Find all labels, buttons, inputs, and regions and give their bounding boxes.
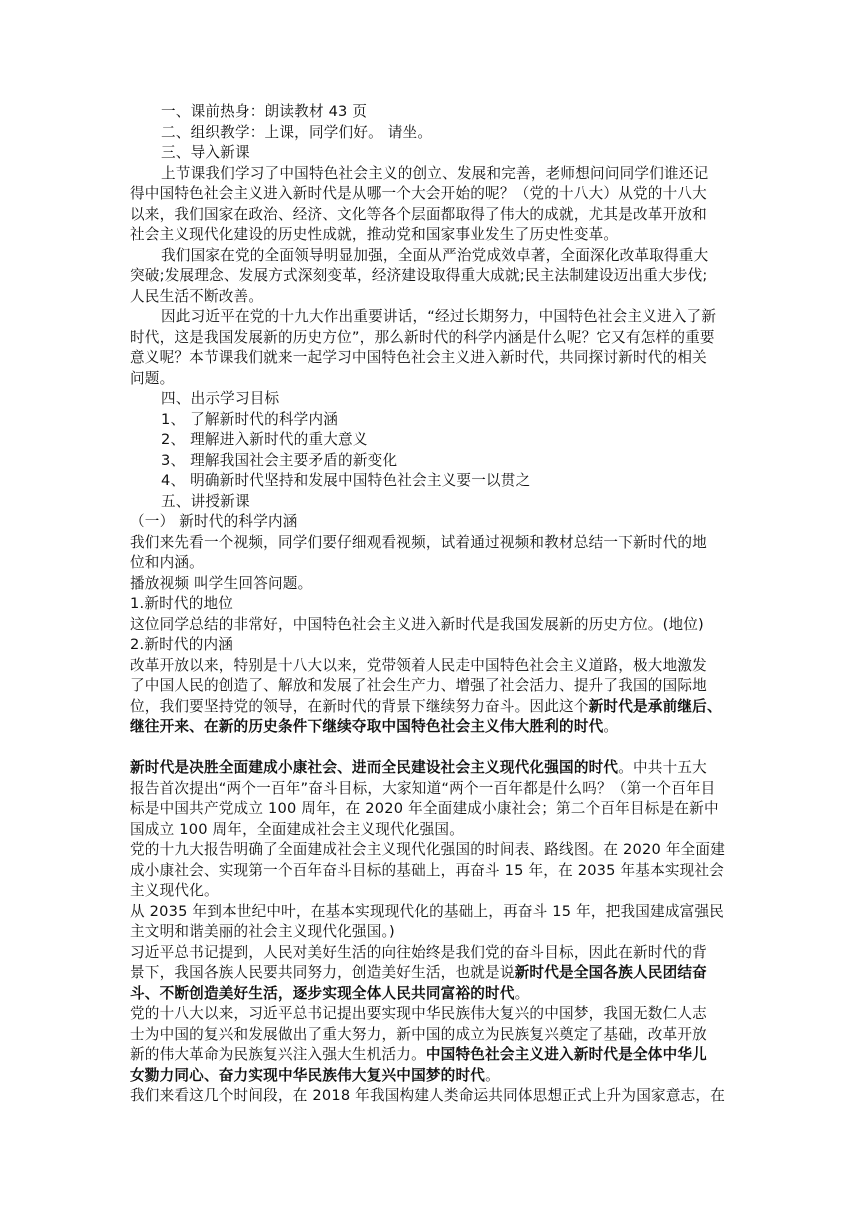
text-run: （一） 新时代的科学内涵: [130, 513, 298, 530]
bold-text-run: 中国特色社会主义进入新时代是全体中华儿: [425, 1046, 707, 1063]
text-run: 二、组织教学：上课，同学们好。 请坐。: [161, 123, 433, 141]
text-line: [130, 553, 734, 574]
text-run: 播放视频 叫学生回答问题。: [130, 574, 313, 592]
text-line: [130, 1004, 734, 1025]
text-line: [130, 635, 734, 656]
text-line: [130, 430, 734, 451]
text-run: 景下，我国各族人民要共同努力，创造美好生活，也就是说: [130, 964, 515, 981]
text-line: [130, 758, 734, 779]
text-line: [130, 471, 734, 492]
text-run: 我们来先看一个视频，同学们要仔细观看视频，试着通过视频和教材总结一下新时代的地: [130, 533, 707, 551]
text-run: 国成立 100 周年，全面建成社会主义现代化强国。: [130, 820, 465, 838]
text-run: 因此习近平在党的十九大作出重要讲话，“经过长期努力，中国特色社会主义进入了新: [161, 308, 717, 325]
text-line: [130, 717, 734, 738]
text-line: [130, 922, 734, 943]
text-run: 2.新时代的内涵: [130, 636, 234, 653]
text-line: [130, 881, 734, 902]
text-line: [130, 164, 734, 185]
text-run: 这位同学总结的非常好，中国特色社会主义进入新时代是我国发展新的历史方位。(地位): [130, 615, 704, 633]
text-run: 1.新时代的地位: [130, 595, 234, 612]
text-line: [130, 1066, 734, 1087]
text-run: 时代，这是我国发展新的历史方位”，那么新时代的科学内涵是什么呢？它又有怎样的重要: [130, 328, 715, 346]
text-run: 3、 理解我国社会主要矛盾的新变化: [161, 451, 398, 469]
text-line: [130, 1045, 734, 1066]
text-run: 党的十九大报告明确了全面建成社会主义现代化强国的时间表、路线图。在 2020 年全面建: [130, 841, 725, 858]
text-run: 士为中国的复兴和发展做出了重大努力，新中国的成立为民族复兴奠定了基础，改革开放: [130, 1025, 707, 1043]
text-line: [130, 143, 734, 164]
bold-text-run: 女勠力同心、奋力实现中华民族伟大复兴中国梦的时代: [130, 1066, 486, 1084]
text-run: 标是中国共产党成立 100 周年，在 2020 年全面建成小康社会；第二个百年目标是在新中: [130, 800, 719, 817]
text-line: [130, 184, 734, 205]
text-line: [130, 656, 734, 677]
text-line: [130, 697, 734, 718]
text-line: [130, 533, 734, 554]
bold-text-run: 继往开来、在新的历史条件下继续夺取中国特色社会主义伟大胜利的时代: [130, 718, 604, 735]
text-line: [130, 820, 734, 841]
text-run: 上节课我们学习了中国特色社会主义的创立、发展和完善，老师想问问同学们谁还记: [161, 164, 709, 182]
bold-text-run: 新时代是承前继后、: [588, 697, 722, 715]
blank-line: [130, 738, 734, 759]
text-line: [130, 943, 734, 964]
text-run: 报告首次提出“两个一百年”奋斗目标，大家知道“两个一百年都是什么吗？（第一个百年目: [130, 779, 716, 797]
text-line: [130, 369, 734, 390]
text-run: 主文明和谐美丽的社会主义现代化强国。): [130, 923, 395, 940]
text-run: 。: [514, 984, 530, 1002]
text-line: [130, 123, 734, 144]
text-run: 四、出示学习目标: [161, 390, 280, 407]
text-run: 2、 理解进入新时代的重大意义: [161, 431, 368, 448]
text-run: 问题。: [130, 369, 175, 387]
text-run: 主义现代化。: [130, 882, 219, 899]
text-run: 位和内涵。: [130, 554, 204, 571]
text-run: 从 2035 年到本世纪中叶，在基本实现现代化的基础上，再奋斗 15 年，把我国建成富强民: [130, 902, 725, 920]
text-run: 以来，我们国家在政治、经济、文化等各个层面都取得了伟大的成就，尤其是改革开放和: [130, 205, 707, 223]
text-run: 成小康社会、实现第一个百年奋斗目标的基础上，再奋斗 15 年，在 2035 年基本实现社会: [130, 861, 725, 879]
text-line: [130, 840, 734, 861]
text-line: [130, 348, 734, 369]
text-run: 我们国家在党的全面领导明显加强，全面从严治党成效卓著，全面深化改革取得重大: [161, 246, 709, 264]
text-line: [130, 389, 734, 410]
text-run: 得中国特色社会主义进入新时代是从哪一个大会开始的呢？（党的十八大）从党的十八大: [130, 185, 707, 202]
text-line: [130, 328, 734, 349]
text-line: [130, 861, 734, 882]
text-run: 。: [603, 718, 619, 735]
text-run: 我们来看这几个时间段，在 2018 年我国构建人类命运共同体思想正式上升为国家意志，在: [130, 1087, 725, 1104]
text-line: [130, 799, 734, 820]
text-line: [130, 902, 734, 923]
bold-text-run: 新时代是全国各族人民团结奋: [514, 964, 707, 981]
text-run: 党的十八大以来，习近平总书记提出要实现中华民族伟大复兴的中国梦，我国无数仁人志: [130, 1005, 707, 1022]
text-line: [130, 205, 734, 226]
text-run: 习近平总书记提到，人民对美好生活的向往始终是我们党的奋斗目标，因此在新时代的背: [130, 943, 707, 961]
bold-text-run: 斗、不断创造美好生活，逐步实现全体人民共同富裕的时代: [130, 984, 515, 1002]
text-run: 一、课前热身：朗读教材 43 页: [161, 103, 368, 120]
text-line: [130, 1025, 734, 1046]
text-line: [130, 266, 734, 287]
text-run: 五、讲授新课: [161, 492, 250, 510]
text-run: 意义呢？本节课我们就来一起学习中国特色社会主义进入新时代，共同探讨新时代的相关: [130, 349, 707, 366]
text-line: [130, 287, 734, 308]
text-line: [130, 779, 734, 800]
text-line: [130, 307, 734, 328]
text-run: 。: [485, 1066, 500, 1084]
text-line: [130, 246, 734, 267]
bold-text-run: 新时代是决胜全面建成小康社会、进而全民建设社会主义现代化强国的时代: [130, 759, 619, 776]
text-run: 改革开放以来，特别是十八大以来，党带领着人民走中国特色社会主义道路，极大地激发: [130, 656, 707, 674]
text-run: 人民生活不断改善。: [130, 287, 264, 305]
text-line: [130, 492, 734, 513]
text-line: [130, 102, 734, 123]
text-line: [130, 451, 734, 472]
text-run: 社会主义现代化建设的历史性成就，推动党和国家事业发生了历史性变革。: [130, 226, 619, 243]
text-line: [130, 1086, 734, 1107]
text-run: 位，我们要坚持党的领导，在新时代的背景下继续努力奋斗。因此这个: [130, 697, 589, 715]
text-line: [130, 512, 734, 533]
text-line: [130, 984, 734, 1005]
text-run: 1、 了解新时代的科学内涵: [161, 410, 339, 428]
text-line: [130, 676, 734, 697]
text-line: [130, 594, 734, 615]
text-line: [130, 574, 734, 595]
text-line: [130, 410, 734, 431]
text-run: 了中国人民的创造了、解放和发展了社会生产力、增强了社会活力、提升了我国的国际地: [130, 677, 707, 694]
text-line: [130, 615, 734, 636]
text-run: 突破;发展理念、发展方式深刻变革，经济建设取得重大成就;民主法制建设迈出重大步伐;: [130, 267, 708, 284]
text-run: 。中共十五大: [618, 759, 707, 776]
text-run: 4、 明确新时代坚持和发展中国特色社会主义要一以贯之: [161, 472, 531, 489]
text-run: 三、导入新课: [161, 144, 250, 161]
text-run: 新的伟大革命为民族复兴注入强大生机活力。: [130, 1046, 426, 1063]
text-line: [130, 963, 734, 984]
text-line: [130, 225, 734, 246]
